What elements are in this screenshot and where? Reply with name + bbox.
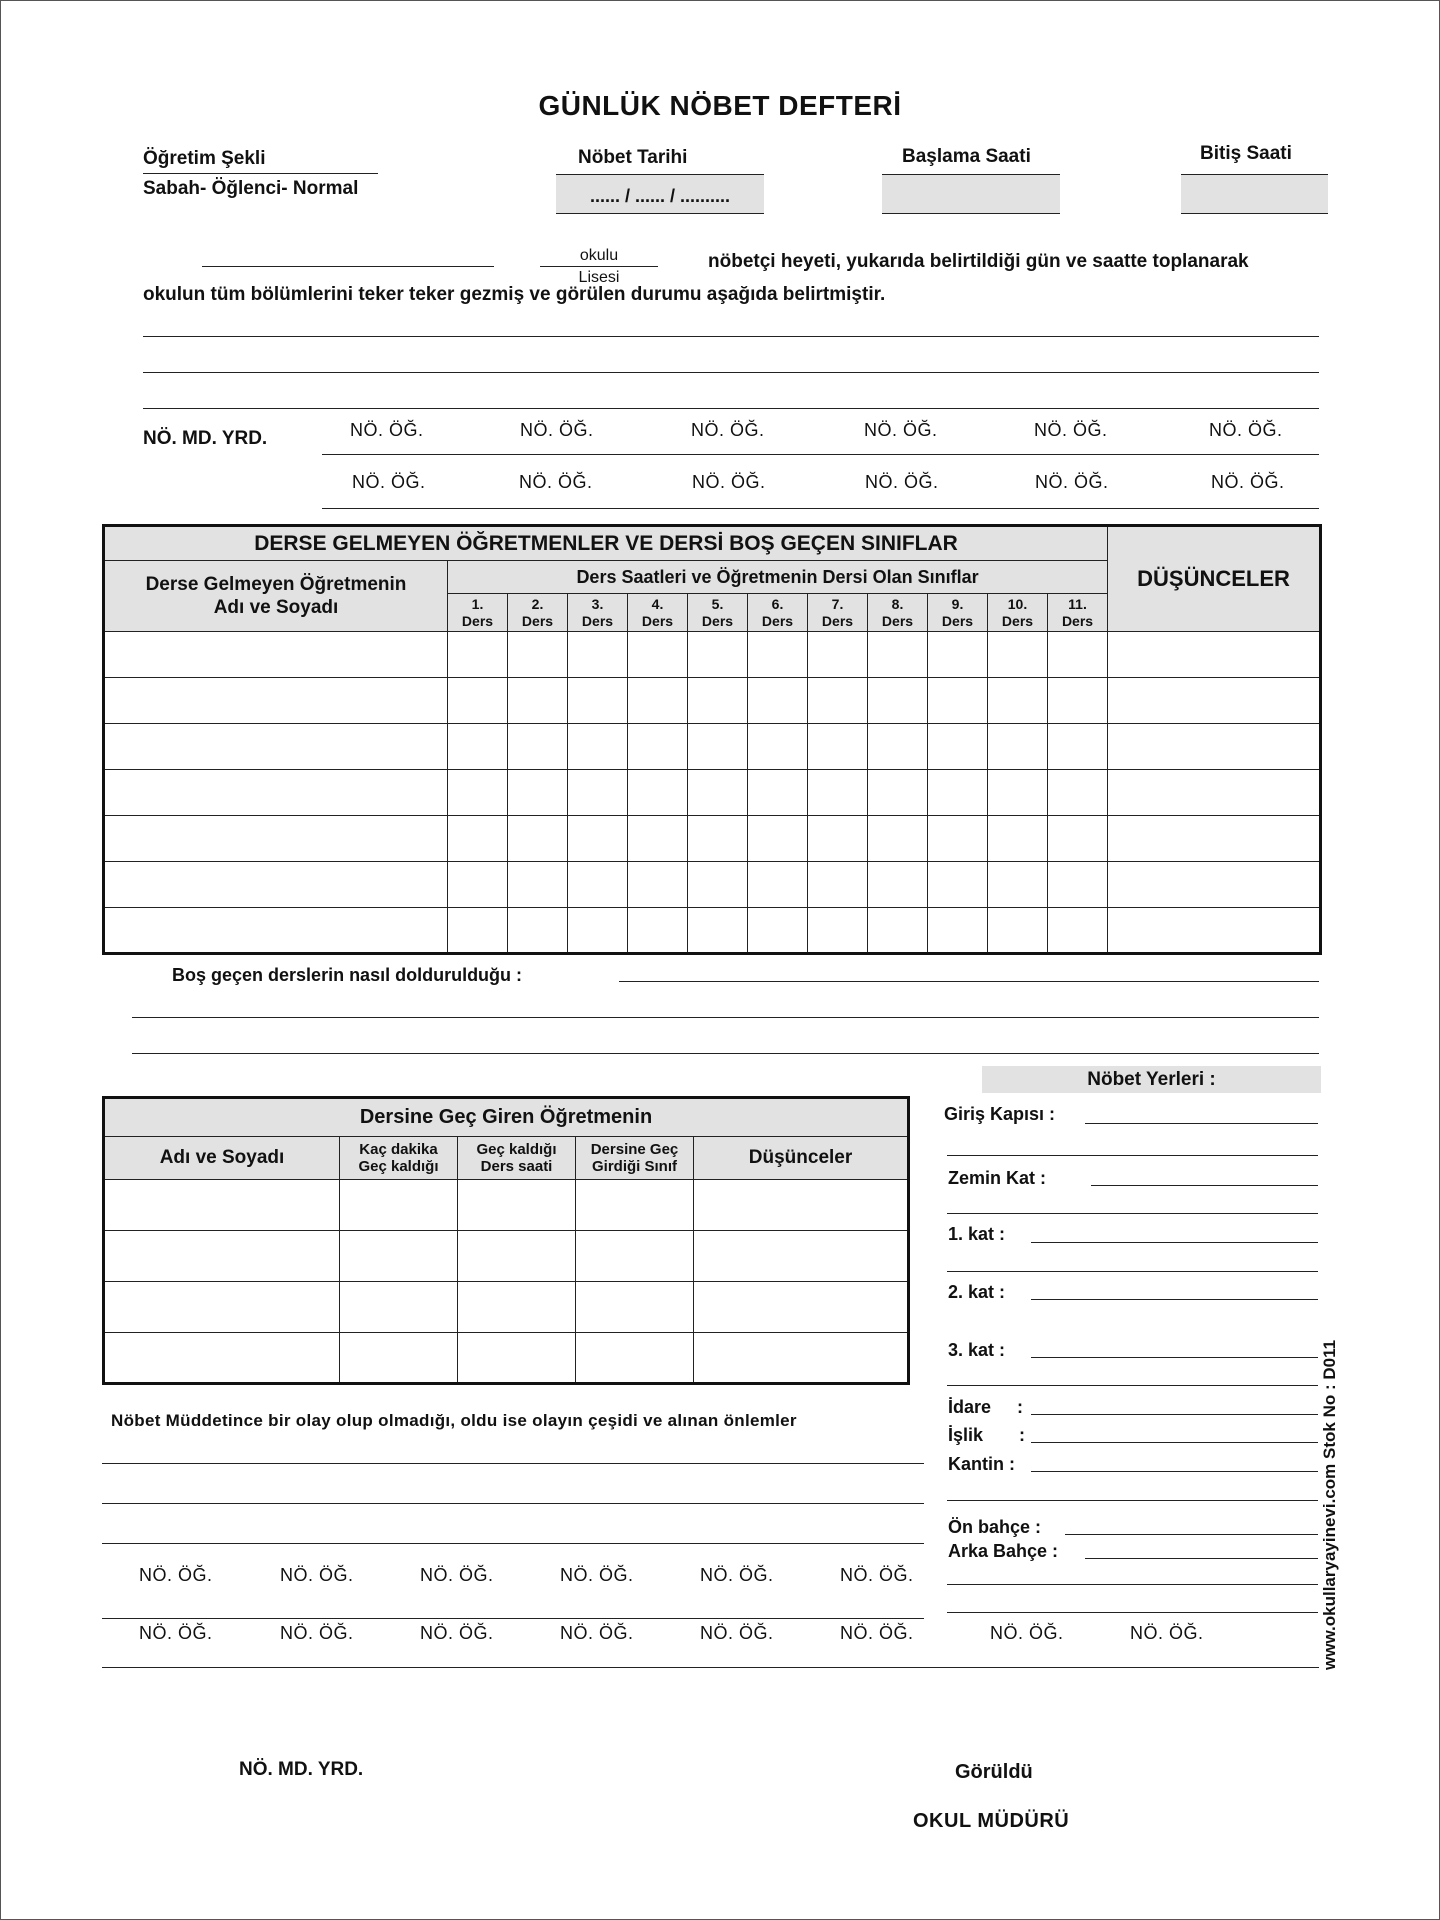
- giris-line[interactable]: [1085, 1123, 1318, 1124]
- islik-label: İşlik: [948, 1425, 984, 1445]
- absent-table-cell[interactable]: [688, 908, 748, 954]
- bos-line-2[interactable]: [132, 1017, 1319, 1018]
- absent-table-cell[interactable]: [1048, 678, 1108, 724]
- absent-table-row: [104, 816, 1321, 862]
- arka-bahce-label: Arka Bahçe :: [948, 1541, 1059, 1561]
- absent-table-cell[interactable]: [988, 724, 1048, 770]
- bos-label: Boş geçen derslerin nasıl doldurulduğu :: [172, 965, 523, 985]
- absent-table-cell[interactable]: [448, 862, 508, 908]
- bitis-label: Bitiş Saati: [1200, 143, 1292, 164]
- absent-table-cell[interactable]: [868, 770, 928, 816]
- signature-line-1: [322, 454, 1319, 455]
- olay-line-1[interactable]: [102, 1463, 924, 1464]
- bottom-signature-10: NÖ. ÖĞ.: [560, 1623, 634, 1643]
- absent-table-row: [104, 632, 1321, 678]
- bottom-signature-6: NÖ. ÖĞ.: [840, 1565, 914, 1585]
- ogretim-value: Sabah- Öğlenci- Normal: [143, 178, 359, 199]
- absent-table-cell[interactable]: [868, 816, 928, 862]
- late-table-cell[interactable]: [340, 1180, 458, 1231]
- absent-table-cell[interactable]: [1048, 770, 1108, 816]
- absent-table-cell[interactable]: [628, 862, 688, 908]
- signature-3: NÖ. ÖĞ.: [691, 420, 765, 440]
- absent-table-row: [104, 678, 1321, 724]
- kat3-label: 3. kat :: [948, 1340, 1006, 1360]
- kantin-line[interactable]: [1031, 1471, 1318, 1472]
- absent-table-cell[interactable]: [1108, 816, 1321, 862]
- absent-table-cell[interactable]: [688, 678, 748, 724]
- absent-table-row: [104, 862, 1321, 908]
- lesson-header-5: 5. Ders: [688, 594, 748, 632]
- absent-table-cell[interactable]: [568, 632, 628, 678]
- absent-table-cell[interactable]: [448, 724, 508, 770]
- bottom-signature-8: NÖ. ÖĞ.: [280, 1623, 354, 1643]
- late-table-row: [104, 1333, 909, 1384]
- absent-table-cell[interactable]: [104, 632, 448, 678]
- absent-table-cell[interactable]: [508, 862, 568, 908]
- olay-line-3[interactable]: [102, 1543, 924, 1544]
- absent-table-cell[interactable]: [808, 678, 868, 724]
- absent-table-cell[interactable]: [1048, 724, 1108, 770]
- lesson-header-9: 9. Ders: [928, 594, 988, 632]
- absent-table-cell[interactable]: [868, 678, 928, 724]
- absent-table-cell[interactable]: [104, 770, 448, 816]
- lesson-header-6: 6. Ders: [748, 594, 808, 632]
- late-table-cell[interactable]: [104, 1180, 340, 1231]
- report-line-3[interactable]: [143, 408, 1319, 409]
- absent-table-cell[interactable]: [748, 724, 808, 770]
- absent-table-cell[interactable]: [988, 632, 1048, 678]
- absent-table-cell[interactable]: [688, 862, 748, 908]
- intro-line1: nöbetçi heyeti, yukarıda belirtildiği gün ve saatte toplanarak: [708, 251, 1249, 272]
- absent-table-cell[interactable]: [688, 816, 748, 862]
- late-table-cell[interactable]: [576, 1333, 694, 1384]
- absent-table-cell[interactable]: [688, 632, 748, 678]
- kantin-label: Kantin :: [948, 1454, 1015, 1474]
- absent-table-cell[interactable]: [568, 770, 628, 816]
- absent-table-cell[interactable]: [868, 908, 928, 954]
- absent-table-cell[interactable]: [808, 724, 868, 770]
- absent-table-cell[interactable]: [748, 908, 808, 954]
- bottom-signature-line-1: [102, 1618, 924, 1619]
- late-table-cell[interactable]: [694, 1282, 909, 1333]
- kantin-line-2[interactable]: [947, 1500, 1318, 1501]
- absent-table-cell[interactable]: [928, 678, 988, 724]
- lesson-header-10: 10. Ders: [988, 594, 1048, 632]
- late-table-cell[interactable]: [458, 1333, 576, 1384]
- signature-12: NÖ. ÖĞ.: [1211, 472, 1285, 492]
- absent-table-cell[interactable]: [988, 862, 1048, 908]
- footer-md-yrd: NÖ. MD. YRD.: [239, 1759, 364, 1780]
- school-top: okulu: [579, 247, 619, 264]
- absent-table-cell[interactable]: [628, 724, 688, 770]
- olay-line-2[interactable]: [102, 1503, 924, 1504]
- kat1-line[interactable]: [1031, 1242, 1318, 1243]
- absent-table-cell[interactable]: [988, 816, 1048, 862]
- bos-line-1[interactable]: [619, 981, 1319, 982]
- absent-table-cell[interactable]: [928, 632, 988, 678]
- absent-table-cell[interactable]: [868, 724, 928, 770]
- bottom-signature-14: NÖ. ÖĞ.: [1130, 1623, 1204, 1643]
- signature-10: NÖ. ÖĞ.: [865, 472, 939, 492]
- late-table-cell[interactable]: [576, 1180, 694, 1231]
- late-minutes-header: Kaç dakika Geç kaldığı: [340, 1137, 458, 1180]
- late-table-row: [104, 1231, 909, 1282]
- absent-table-cell[interactable]: [988, 770, 1048, 816]
- absent-table-cell[interactable]: [1048, 908, 1108, 954]
- hours-header: Ders Saatleri ve Öğretmenin Dersi Olan Sınıflar: [448, 561, 1108, 594]
- late-table-row: [104, 1180, 909, 1231]
- absent-table-cell[interactable]: [448, 770, 508, 816]
- baslama-box[interactable]: [882, 174, 1060, 214]
- zemin-line[interactable]: [1091, 1185, 1318, 1186]
- lesson-header-8: 8. Ders: [868, 594, 928, 632]
- side-vertical-text: www.okullaryayinevi.com Stok No : D011: [1320, 1339, 1339, 1670]
- late-table-cell[interactable]: [458, 1231, 576, 1282]
- bottom-signature-2: NÖ. ÖĞ.: [280, 1565, 354, 1585]
- signature-11: NÖ. ÖĞ.: [1035, 472, 1109, 492]
- lesson-header-1: 1. Ders: [448, 594, 508, 632]
- form-title: GÜNLÜK NÖBET DEFTERİ: [538, 90, 902, 121]
- report-line-2[interactable]: [143, 372, 1319, 373]
- absent-table-row: [104, 724, 1321, 770]
- absent-table-cell[interactable]: [628, 908, 688, 954]
- late-table-cell[interactable]: [694, 1333, 909, 1384]
- absent-table-cell[interactable]: [568, 724, 628, 770]
- late-table-cell[interactable]: [458, 1282, 576, 1333]
- on-bahce-label: Ön bahçe :: [948, 1517, 1042, 1537]
- absent-table-cell[interactable]: [568, 908, 628, 954]
- absent-table-cell[interactable]: [508, 770, 568, 816]
- on-bahce-line[interactable]: [1065, 1534, 1318, 1535]
- lesson-header-4: 4. Ders: [628, 594, 688, 632]
- bottom-signature-3: NÖ. ÖĞ.: [420, 1565, 494, 1585]
- giris-line-2[interactable]: [947, 1155, 1318, 1156]
- late-table-cell[interactable]: [104, 1282, 340, 1333]
- bottom-signature-1: NÖ. ÖĞ.: [139, 1565, 213, 1585]
- absent-table-cell[interactable]: [928, 908, 988, 954]
- idare-colon: :: [1017, 1397, 1023, 1417]
- absent-table-cell[interactable]: [568, 678, 628, 724]
- late-table-cell[interactable]: [104, 1333, 340, 1384]
- bos-line-3[interactable]: [132, 1053, 1319, 1054]
- school-bottom: Lisesi: [578, 269, 620, 286]
- idare-line[interactable]: [1031, 1414, 1318, 1415]
- lesson-header-7: 7. Ders: [808, 594, 868, 632]
- absent-table-cell[interactable]: [868, 632, 928, 678]
- absent-table-cell[interactable]: [628, 816, 688, 862]
- school-type-line: [540, 266, 658, 267]
- olay-label: Nöbet Müddetince bir olay olup olmadığı, oldu ise olayın çeşidi ve alınan önlemler: [111, 1411, 797, 1430]
- report-line-1[interactable]: [143, 336, 1319, 337]
- late-table-cell[interactable]: [340, 1231, 458, 1282]
- absent-table-title: DERSE GELMEYEN ÖĞRETMENLER VE DERSİ BOŞ GEÇEN SINIFLAR: [104, 526, 1108, 561]
- absent-table-row: [104, 908, 1321, 954]
- bitis-box[interactable]: [1181, 174, 1328, 214]
- late-teachers-table: [102, 1096, 910, 1385]
- idare-label: İdare: [948, 1397, 992, 1417]
- absent-name-header: Derse Gelmeyen Öğretmenin Adı ve Soyadı: [104, 561, 448, 632]
- absent-table-cell[interactable]: [748, 678, 808, 724]
- school-name-line[interactable]: [202, 266, 494, 267]
- zemin-label: Zemin Kat :: [948, 1168, 1047, 1188]
- absent-table-cell[interactable]: [104, 678, 448, 724]
- late-table-cell[interactable]: [694, 1180, 909, 1231]
- absent-table-cell[interactable]: [448, 816, 508, 862]
- signature-line-2: [322, 508, 1319, 509]
- absent-table-cell[interactable]: [1048, 862, 1108, 908]
- footer-mudur: OKUL MÜDÜRÜ: [913, 1810, 1070, 1832]
- absent-table-cell[interactable]: [748, 770, 808, 816]
- late-table-cell[interactable]: [576, 1231, 694, 1282]
- absent-table-cell[interactable]: [568, 862, 628, 908]
- signature-2: NÖ. ÖĞ.: [520, 420, 594, 440]
- absent-table-cell[interactable]: [1108, 678, 1321, 724]
- bottom-signature-13: NÖ. ÖĞ.: [990, 1623, 1064, 1643]
- absent-table-cell[interactable]: [568, 816, 628, 862]
- absent-table-cell[interactable]: [448, 908, 508, 954]
- arka-bahce-line[interactable]: [1085, 1558, 1318, 1559]
- late-table-cell[interactable]: [340, 1333, 458, 1384]
- signature-4: NÖ. ÖĞ.: [864, 420, 938, 440]
- arka-bahce-line-2[interactable]: [947, 1584, 1318, 1585]
- absent-table-cell[interactable]: [1108, 632, 1321, 678]
- absent-table-cell[interactable]: [628, 770, 688, 816]
- absent-table-cell[interactable]: [508, 724, 568, 770]
- tarih-label: Nöbet Tarihi: [578, 147, 688, 168]
- lesson-header-11: 11. Ders: [1048, 594, 1108, 632]
- signature-7: NÖ. ÖĞ.: [352, 472, 426, 492]
- kat2-label: 2. kat :: [948, 1282, 1006, 1302]
- absent-table-cell[interactable]: [808, 770, 868, 816]
- tarih-value: ...... / ...... / ..........: [589, 186, 731, 206]
- absent-table-cell[interactable]: [628, 632, 688, 678]
- lesson-header-3: 3. Ders: [568, 594, 628, 632]
- places-title: Nöbet Yerleri :: [982, 1066, 1321, 1093]
- absent-table-cell[interactable]: [688, 724, 748, 770]
- absent-table-cell[interactable]: [628, 678, 688, 724]
- absent-table-cell[interactable]: [928, 770, 988, 816]
- signature-8: NÖ. ÖĞ.: [519, 472, 593, 492]
- absent-table-cell[interactable]: [688, 770, 748, 816]
- baslama-label: Başlama Saati: [902, 146, 1031, 167]
- absent-table-cell[interactable]: [104, 816, 448, 862]
- late-thoughts-header: Düşünceler: [694, 1137, 909, 1180]
- absent-table-cell[interactable]: [104, 724, 448, 770]
- absent-table-cell[interactable]: [508, 816, 568, 862]
- late-table-cell[interactable]: [458, 1180, 576, 1231]
- thoughts-header: DÜŞÜNCELER: [1108, 526, 1321, 632]
- intro-line2: okulun tüm bölümlerini teker teker gezmiş ve görülen durumu aşağıda belirtmiştir.: [143, 284, 886, 305]
- absent-table-cell[interactable]: [868, 862, 928, 908]
- kat3-line[interactable]: [1031, 1357, 1318, 1358]
- md-yrd-label: NÖ. MD. YRD.: [143, 428, 268, 449]
- absent-table-cell[interactable]: [508, 632, 568, 678]
- absent-table-cell[interactable]: [1108, 862, 1321, 908]
- lesson-header-2: 2. Ders: [508, 594, 568, 632]
- footer-goruldu: Görüldü: [955, 1761, 1033, 1783]
- signature-6: NÖ. ÖĞ.: [1209, 420, 1283, 440]
- absent-table-cell[interactable]: [448, 678, 508, 724]
- late-table-row: [104, 1282, 909, 1333]
- bottom-signature-line-2: [102, 1667, 1319, 1668]
- absent-table-cell[interactable]: [928, 724, 988, 770]
- late-name-header: Adı ve Soyadı: [104, 1137, 340, 1180]
- late-table-title: Dersine Geç Giren Öğretmenin: [104, 1098, 909, 1137]
- late-class-header: Dersine Geç Girdiği Sınıf: [576, 1137, 694, 1180]
- absent-table-cell[interactable]: [748, 632, 808, 678]
- absent-table-cell[interactable]: [508, 908, 568, 954]
- absent-table-cell[interactable]: [808, 862, 868, 908]
- absent-table-cell[interactable]: [448, 632, 508, 678]
- signature-9: NÖ. ÖĞ.: [692, 472, 766, 492]
- absent-table-cell[interactable]: [988, 678, 1048, 724]
- signature-5: NÖ. ÖĞ.: [1034, 420, 1108, 440]
- arka-bahce-line-3[interactable]: [947, 1612, 1318, 1613]
- kat1-label: 1. kat :: [948, 1224, 1006, 1244]
- absent-table-cell[interactable]: [928, 816, 988, 862]
- absent-teachers-table: [102, 524, 1322, 955]
- absent-table-cell[interactable]: [1108, 724, 1321, 770]
- bottom-signature-12: NÖ. ÖĞ.: [840, 1623, 914, 1643]
- late-table-cell[interactable]: [694, 1231, 909, 1282]
- absent-table-cell[interactable]: [1048, 632, 1108, 678]
- islik-line[interactable]: [1031, 1442, 1318, 1443]
- giris-label: Giriş Kapısı :: [944, 1104, 1056, 1124]
- absent-table-cell[interactable]: [988, 908, 1048, 954]
- absent-table-cell[interactable]: [808, 632, 868, 678]
- late-table-cell[interactable]: [104, 1231, 340, 1282]
- islik-colon: :: [1019, 1425, 1025, 1445]
- absent-table-cell[interactable]: [508, 678, 568, 724]
- bottom-signature-9: NÖ. ÖĞ.: [420, 1623, 494, 1643]
- late-hour-header: Geç kaldığı Ders saati: [458, 1137, 576, 1180]
- signature-1: NÖ. ÖĞ.: [350, 420, 424, 440]
- absent-table-cell[interactable]: [748, 862, 808, 908]
- kat3-line-2[interactable]: [947, 1385, 1318, 1386]
- ogretim-label: Öğretim Şekli: [143, 148, 266, 169]
- absent-table-cell[interactable]: [104, 862, 448, 908]
- bottom-signature-5: NÖ. ÖĞ.: [700, 1565, 774, 1585]
- kat2-line[interactable]: [1031, 1299, 1318, 1300]
- absent-table-cell[interactable]: [808, 816, 868, 862]
- absent-table-cell[interactable]: [104, 908, 448, 954]
- kat1-line-2[interactable]: [947, 1271, 1318, 1272]
- absent-table-cell[interactable]: [928, 862, 988, 908]
- absent-table-cell[interactable]: [1048, 816, 1108, 862]
- ogretim-line: [143, 173, 378, 174]
- late-table-cell[interactable]: [576, 1282, 694, 1333]
- absent-table-row: [104, 770, 1321, 816]
- bottom-signature-11: NÖ. ÖĞ.: [700, 1623, 774, 1643]
- absent-table-cell[interactable]: [748, 816, 808, 862]
- bottom-signature-4: NÖ. ÖĞ.: [560, 1565, 634, 1585]
- zemin-line-2[interactable]: [947, 1213, 1318, 1214]
- absent-table-cell[interactable]: [1108, 770, 1321, 816]
- bottom-signature-7: NÖ. ÖĞ.: [139, 1623, 213, 1643]
- absent-table-cell[interactable]: [808, 908, 868, 954]
- late-table-cell[interactable]: [340, 1282, 458, 1333]
- absent-table-cell[interactable]: [1108, 908, 1321, 954]
